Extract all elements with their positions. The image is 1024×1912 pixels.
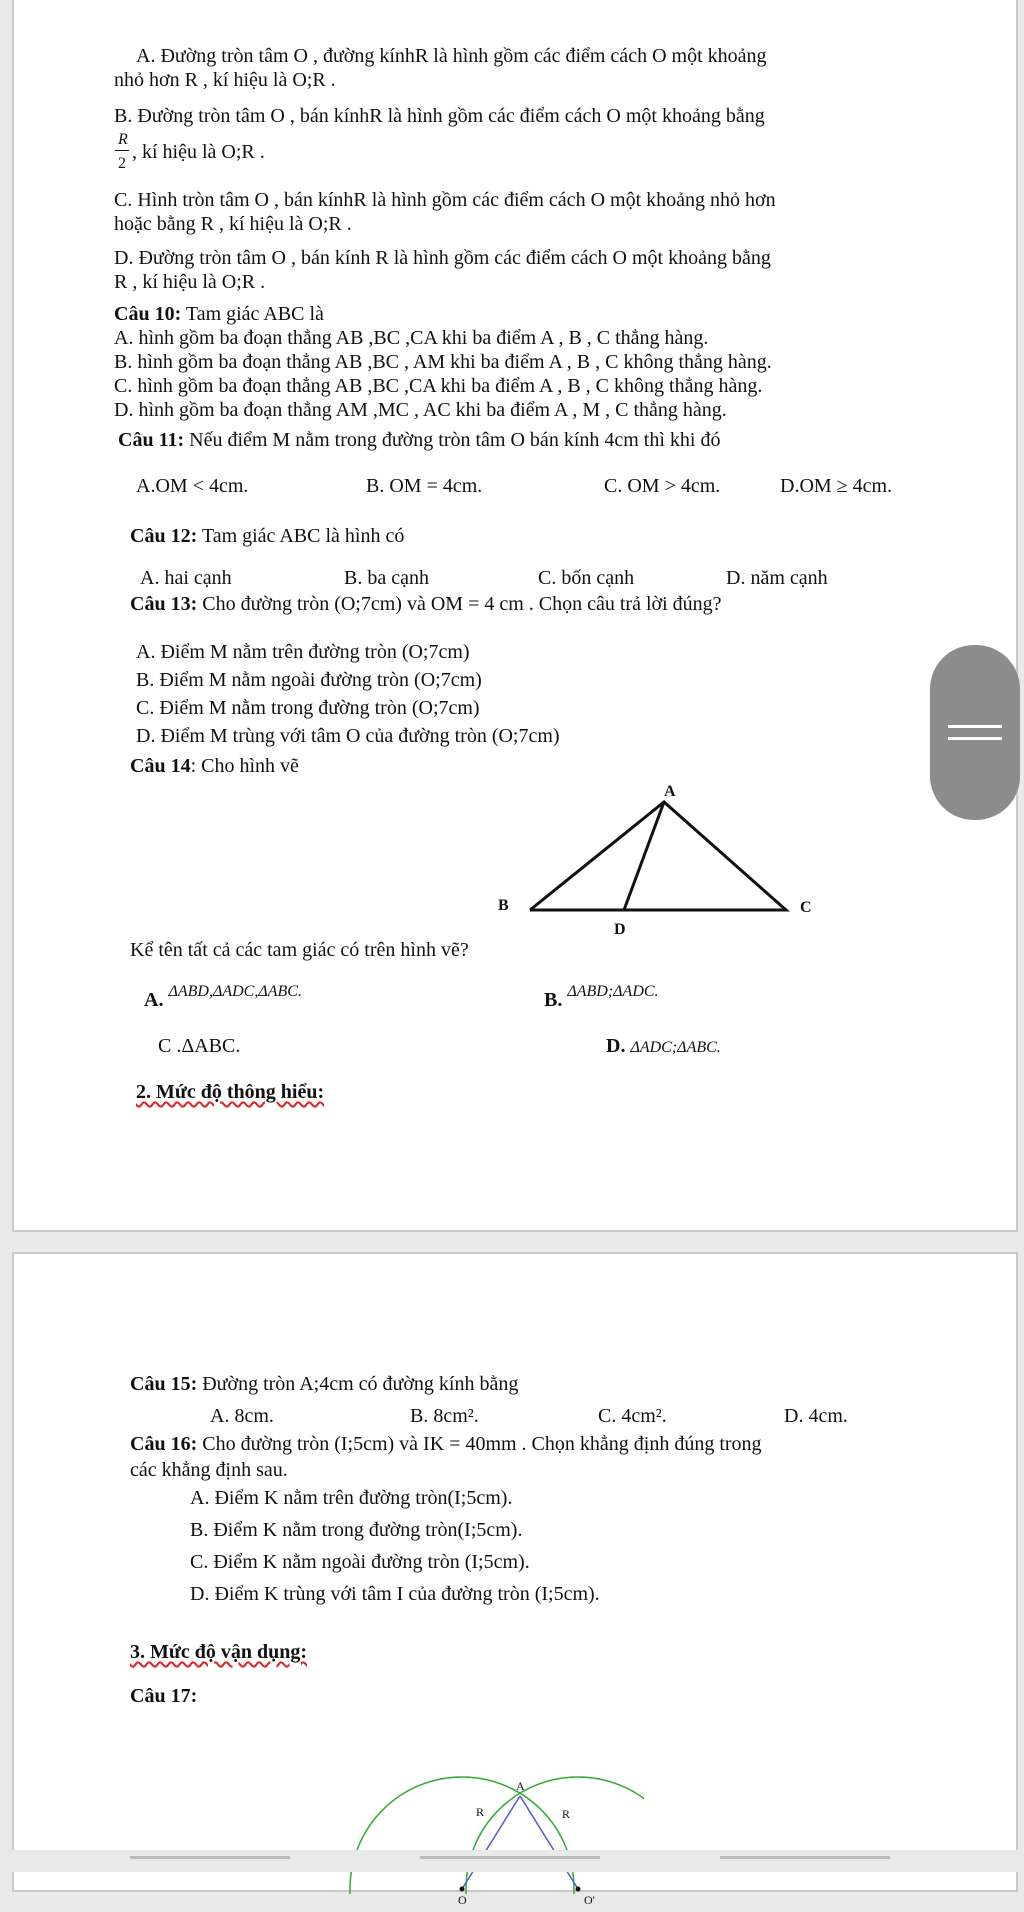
q9-option-d-line2: R , kí hiệu là O;R . xyxy=(114,271,266,293)
q9-option-b-fraction-num: R xyxy=(118,131,128,148)
q14-option-c: C .ΔABC. xyxy=(158,1035,241,1057)
radius-label-2: R xyxy=(562,1807,571,1821)
q14-question: Câu 14: Cho hình vẽ xyxy=(130,755,299,777)
q16-option-d: D. Điểm K trùng với tâm I của đường tròn (I;5cm). xyxy=(190,1583,600,1605)
circle-o-prime xyxy=(466,1777,644,1894)
q9-option-c-line1: C. Hình tròn tâm O , bán kínhR là hình gồm các điểm cách O một khoảng nhỏ hơn xyxy=(114,189,776,211)
q12-option-a: A. hai cạnh xyxy=(140,567,232,589)
q9-option-b-fraction-den: 2 xyxy=(118,155,126,172)
q15-option-a: A. 8cm. xyxy=(210,1405,274,1427)
point-label-b: B xyxy=(498,897,509,914)
q11-option-a: A.OM < 4cm. xyxy=(136,475,249,497)
q11-option-b: B. OM = 4cm. xyxy=(366,475,483,497)
q12-option-b: B. ba cạnh xyxy=(344,567,429,589)
q16-question: Câu 16: Cho đường tròn (I;5cm) và IK = 40mm . Chọn khẳng định đúng trong xyxy=(130,1433,762,1455)
q16-option-c: C. Điểm K nằm ngoài đường tròn (I;5cm). xyxy=(190,1551,530,1573)
q10-option-d: D. hình gồm ba đoạn thẳng AM ,MC , AC khi ba điểm A , M , C thẳng hàng. xyxy=(114,399,727,421)
q10-option-a: A. hình gồm ba đoạn thẳng AB ,BC ,CA khi ba điểm A , B , C thẳng hàng. xyxy=(114,327,709,349)
q13-option-d: D. Điểm M trùng với tâm O của đường tròn (O;7cm) xyxy=(136,725,560,747)
point-label-o: O xyxy=(458,1893,467,1907)
q12-option-d: D. năm cạnh xyxy=(726,567,828,589)
document-page-1 xyxy=(12,0,1018,1232)
point-label-o-prime: O' xyxy=(584,1893,595,1907)
q15-option-c: C. 4cm². xyxy=(598,1405,667,1427)
bottom-bar xyxy=(0,1850,1024,1872)
document-page-2 xyxy=(12,1252,1018,1907)
q13-option-a: A. Điểm M nằm trên đường tròn (O;7cm) xyxy=(136,641,470,663)
circle-o xyxy=(350,1777,574,1894)
section-3-heading: 3. Mức độ vận dụng: xyxy=(130,1641,308,1663)
triangle-figure xyxy=(474,780,834,940)
bottom-bar-segment xyxy=(130,1856,290,1859)
q10-option-b: B. hình gồm ba đoạn thẳng AB ,BC , AM khi ba điểm A , B , C không thẳng hàng. xyxy=(114,351,772,373)
handle-line xyxy=(948,725,1002,728)
q17-question: Câu 17: xyxy=(130,1685,198,1707)
radius-oa xyxy=(462,1796,520,1889)
q10-question: Câu 10: Tam giác ABC là xyxy=(114,303,324,325)
point-label-a: A xyxy=(664,783,676,800)
bottom-bar-segment xyxy=(720,1856,890,1859)
q10-option-c: C. hình gồm ba đoạn thẳng AB ,BC ,CA khi ba điểm A , B , C không thẳng hàng. xyxy=(114,375,763,397)
q11-option-d: D.OM ≥ 4cm. xyxy=(780,475,893,497)
q12-question: Câu 12: Tam giác ABC là hình có xyxy=(130,525,405,547)
bottom-bar-segment xyxy=(420,1856,600,1859)
radius-label-1: R xyxy=(476,1805,485,1819)
q11-option-c: C. OM > 4cm. xyxy=(604,475,721,497)
section-2-heading: 2. Mức độ thông hiểu: xyxy=(136,1081,325,1103)
q11-question: Câu 11: Nếu điểm M nằm trong đường tròn tâm O bán kính 4cm thì khi đó xyxy=(118,429,721,451)
q14-option-d: D. ΔADC;ΔABC. xyxy=(606,1035,721,1057)
q16-question-cont: các khẳng định sau. xyxy=(130,1459,288,1481)
handle-line xyxy=(948,737,1002,740)
q14-option-b: B. $^{\Delta ABD;\Delta ADC.}$ xyxy=(544,983,659,1011)
q9-option-b-line1: B. Đường tròn tâm O , bán kínhR là hình gồm các điểm cách O một khoảng bằng xyxy=(114,105,765,127)
q14-prompt: Kể tên tất cả các tam giác có trên hình vẽ? xyxy=(130,939,469,961)
point-label-a2: A xyxy=(516,1779,525,1793)
q15-option-b: B. 8cm². xyxy=(410,1405,479,1427)
q9-option-c-line2: hoặc bằng R , kí hiệu là O;R . xyxy=(114,213,352,235)
q12-option-c: C. bốn cạnh xyxy=(538,567,635,589)
point-label-c: C xyxy=(800,899,812,916)
q16-option-b: B. Điểm K nằm trong đường tròn(I;5cm). xyxy=(190,1519,523,1541)
q14-option-a: A. $^{\Delta ABD,\Delta ADC,\Delta ABC.}$ xyxy=(144,983,302,1011)
scroll-handle[interactable] xyxy=(930,645,1020,820)
q13-option-c: C. Điểm M nằm trong đường tròn (O;7cm) xyxy=(136,697,480,719)
q13-option-b: B. Điểm M nằm ngoài đường tròn (O;7cm) xyxy=(136,669,482,691)
q9-option-a-line1: A. Đường tròn tâm O , đường kínhR là hình gồm các điểm cách O một khoảng xyxy=(136,45,767,67)
q9-option-d-line1: D. Đường tròn tâm O , bán kính R là hình gồm các điểm cách O một khoảng bằng xyxy=(114,247,771,269)
q16-option-a: A. Điểm K nằm trên đường tròn(I;5cm). xyxy=(190,1487,513,1509)
q13-question: Câu 13: Cho đường tròn (O;7cm) và OM = 4 cm . Chọn câu trả lời đúng? xyxy=(130,593,722,615)
q15-option-d: D. 4cm. xyxy=(784,1405,848,1427)
q9-option-b-line2: , kí hiệu là O;R . xyxy=(132,141,265,163)
point-label-d: D xyxy=(614,921,626,938)
point-o-prime xyxy=(576,1887,581,1892)
q9-option-a-line2: nhỏ hơn R , kí hiệu là O;R . xyxy=(114,69,336,91)
fraction-bar xyxy=(115,150,129,151)
q15-question: Câu 15: Đường tròn A;4cm có đường kính bằng xyxy=(130,1373,519,1395)
